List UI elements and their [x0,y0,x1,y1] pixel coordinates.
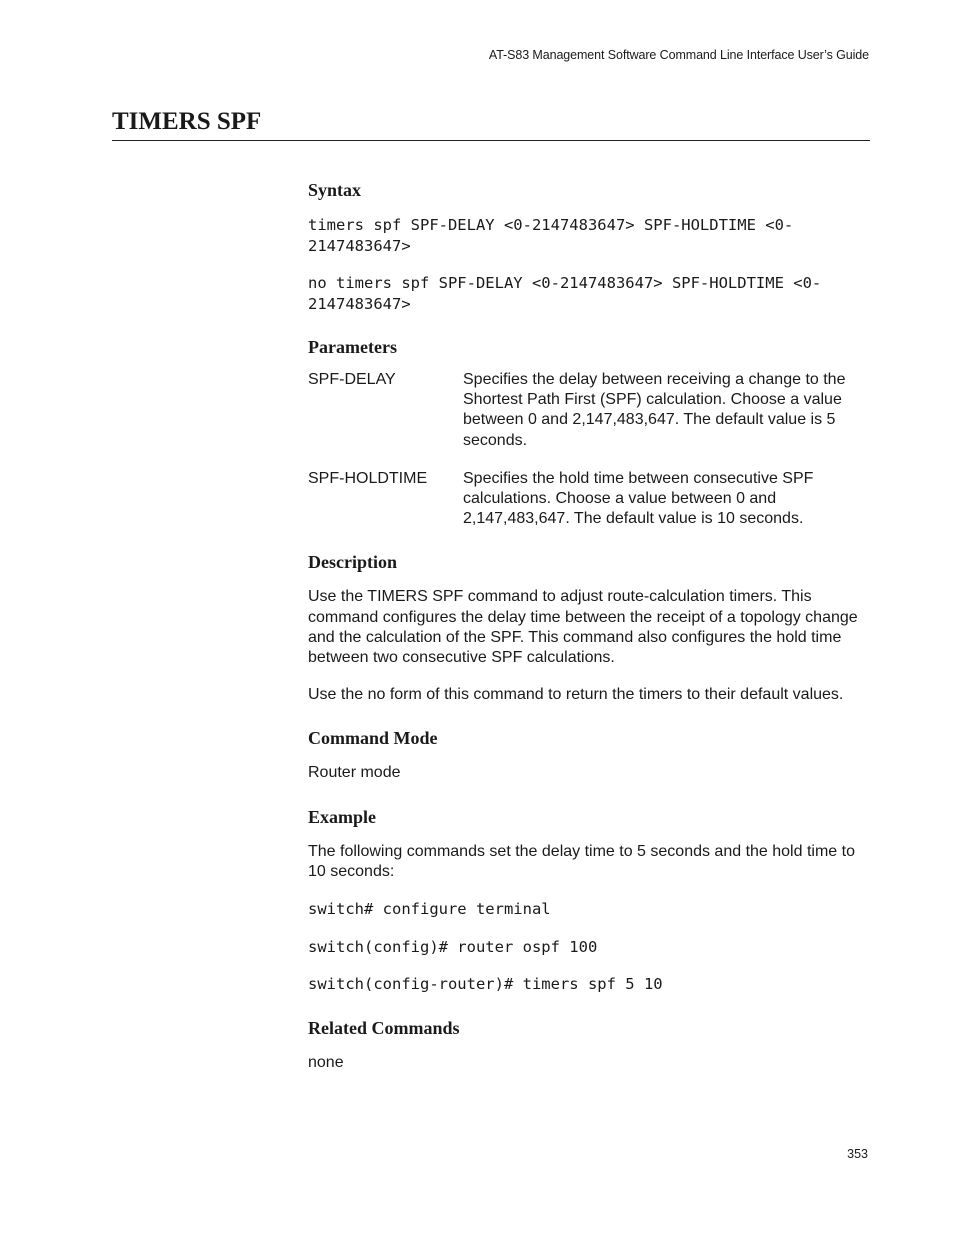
description-paragraph-1: Use the TIMERS SPF command to adjust route-calculation timers. This command configures the delay time between the receipt of a topology change and the calculation of the SPF. This command also configures the hold time between two consecutive SPF calculations. [308,588,858,667]
example-intro: The following commands set the delay time to 5 seconds and the hold time to 10 seconds: [308,842,855,880]
parameter-name: SPF-HOLDTIME [308,469,428,487]
command-mode-text: Router mode [308,764,401,782]
parameters-list [308,370,870,529]
example-command-3: switch(config-router)# timers spf 5 10 [308,975,663,994]
example-command-1: switch# configure terminal [308,900,551,919]
parameter-spf-holdtime [308,469,870,530]
related-commands-heading: Related Commands [308,1017,460,1038]
description-heading: Description [308,552,397,573]
syntax-line-1: timers spf SPF-DELAY <0-2147483647> SPF-HOLDTIME <0-2147483647> [308,216,794,255]
syntax-heading: Syntax [308,180,362,200]
parameter-name: SPF-DELAY [308,371,396,388]
title-divider [112,140,870,141]
page-title: TIMERS SPF [112,108,262,135]
parameter-description: Specifies the delay between receiving a change to the Shortest Path First (SPF) calculation. Choose a value between 0 and 2,147,483,647. The default value is 5 seconds. [463,371,846,449]
description-paragraph-2: Use the no form of this command to return the timers to their default values. [308,686,844,704]
command-mode-heading: Command Mode [308,728,438,749]
syntax-line-2: no timers spf SPF-DELAY <0-2147483647> SPF-HOLDTIME <0-2147483647> [308,274,822,313]
page-number: 353 [847,1147,868,1161]
example-command-2: switch(config)# router ospf 100 [308,937,598,956]
related-commands-text: none [308,1053,344,1071]
example-heading: Example [308,806,377,827]
running-header: AT-S83 Management Software Command Line Interface User’s Guide [488,48,869,62]
main-content [308,175,870,1073]
parameters-heading: Parameters [308,337,397,357]
parameter-description: Specifies the hold time between consecutive SPF calculations. Choose a value between 0 and 2,147,483,647. The default value is 10 seconds. [463,469,814,528]
parameter-spf-delay [308,370,870,451]
